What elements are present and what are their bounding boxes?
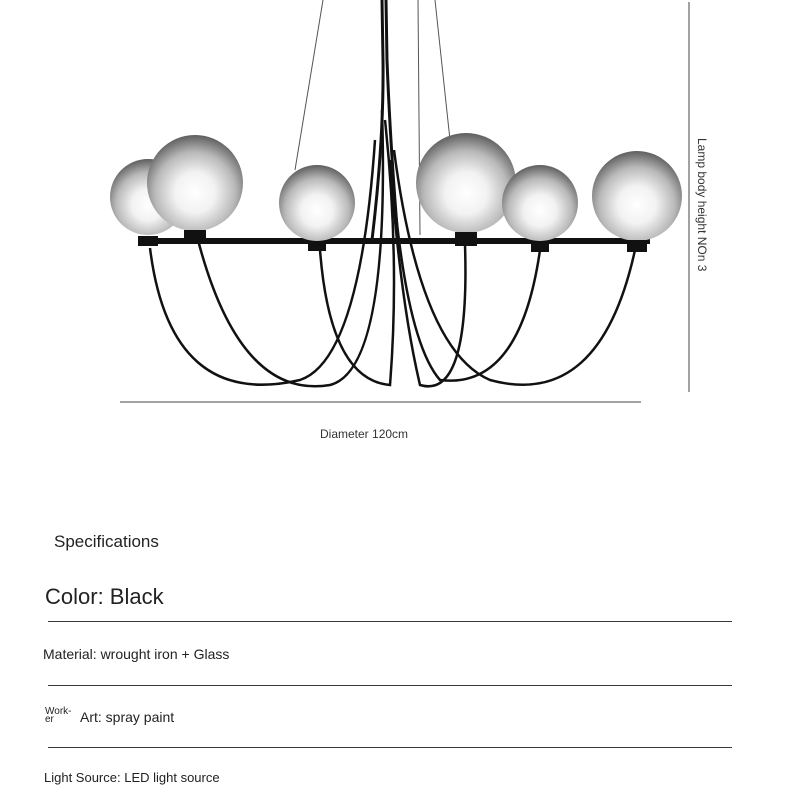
worker-label-line-1: Work-: [45, 706, 72, 717]
height-label: Lamp body height NOn 3: [695, 138, 709, 272]
globe-4: [416, 133, 516, 246]
diameter-label: Diameter 120cm: [320, 427, 409, 441]
spec-material: Material: wrought iron + Glass: [43, 646, 230, 662]
spec-light-source: Light Source: LED light source: [44, 770, 220, 785]
specifications-title: Specifications: [54, 532, 159, 551]
worker-label-line-2: er: [45, 714, 54, 725]
divider: [48, 685, 732, 686]
globe-6: [592, 151, 682, 252]
spec-worker-art: [45, 708, 173, 724]
frame-bar: [138, 238, 650, 244]
worker-label: [45, 708, 79, 724]
art-text: Art: spray paint: [80, 709, 175, 725]
spec-color: Color: Black: [45, 584, 164, 609]
divider: [48, 747, 732, 748]
divider: [48, 621, 732, 622]
